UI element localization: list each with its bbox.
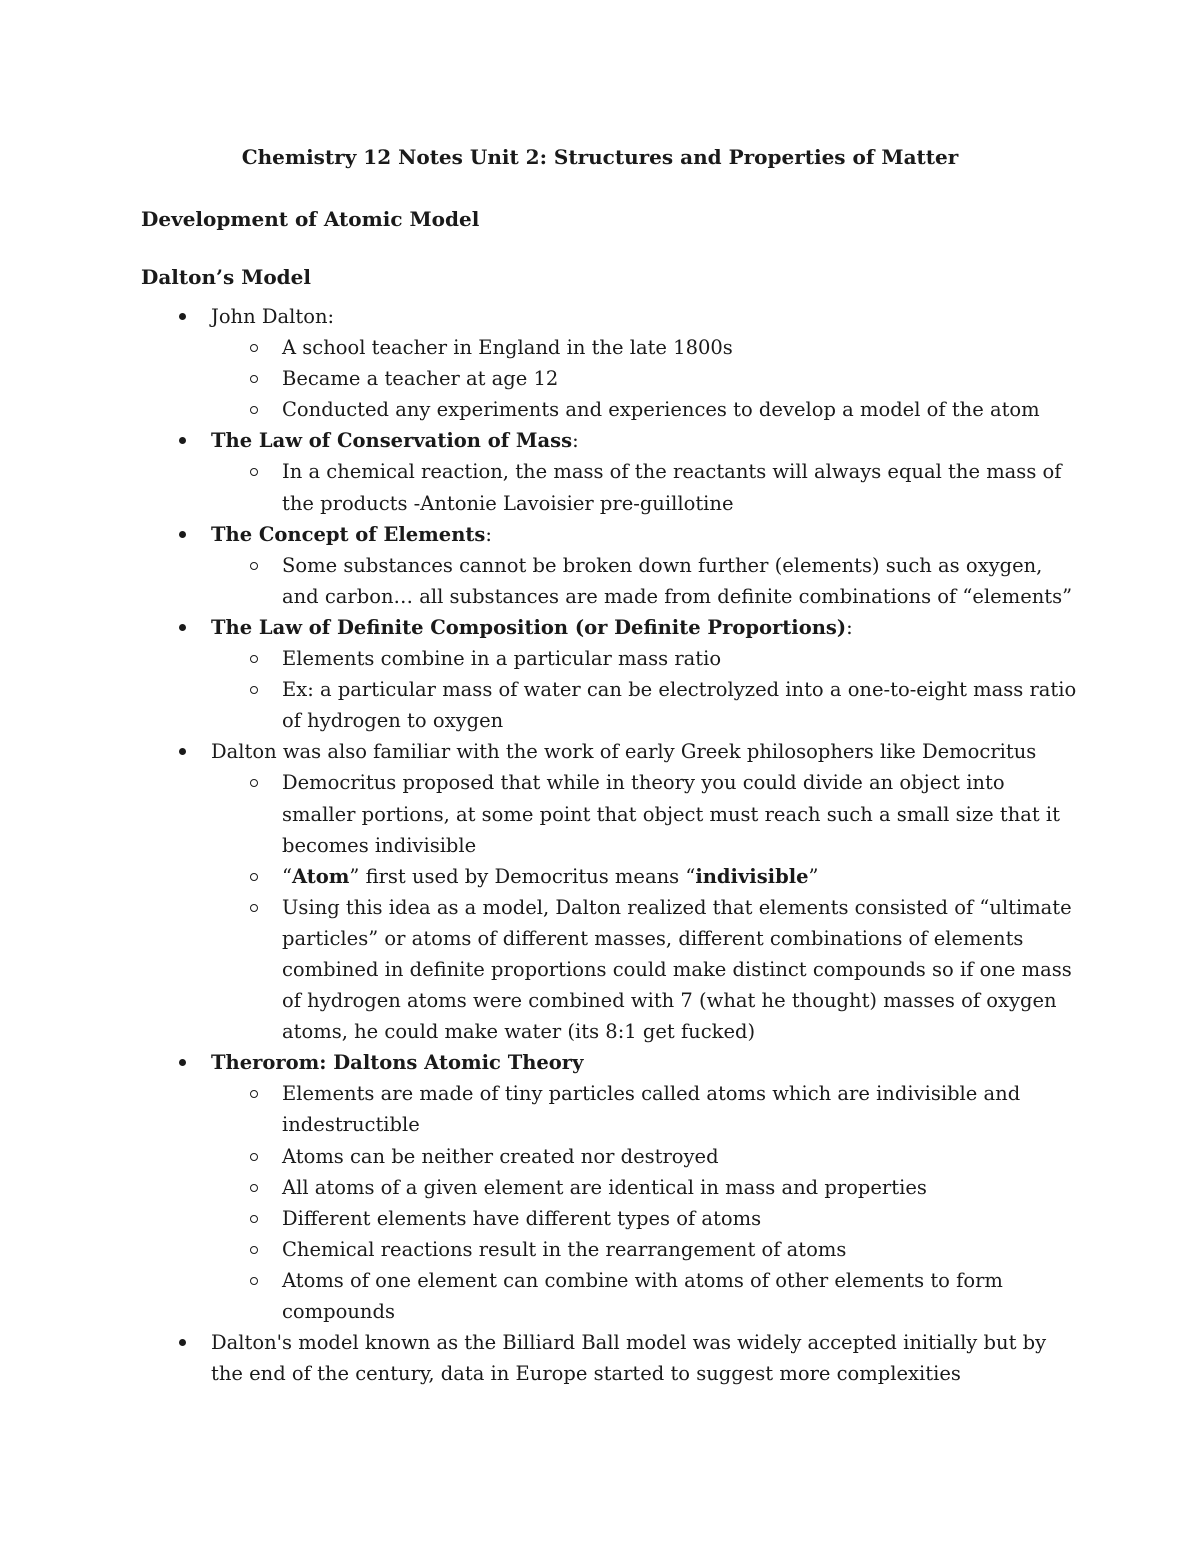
bullet-john-dalton	[0, 301, 1200, 332]
bullet-billiard-ball	[0, 1327, 1200, 1389]
page-title: Chemistry 12 Notes Unit 2: Structures and Properties of Matter	[241, 145, 959, 169]
sub-bullet: Using this idea as a model, Dalton realized that elements consisted of “ultimate particles” or atoms of different masses, different combinations of elements combined in definite proportions could make distinct compounds so if one mass of hydrogen atoms were combined with 7 (what he thought) masses of oxygen atoms, he could make water (its 8:1 get fucked)	[0, 892, 1200, 1047]
sub-bullet: Elements are made of tiny particles called atoms which are indivisible and indestructible	[0, 1078, 1200, 1140]
section-heading-development: Development of Atomic Model	[141, 207, 480, 231]
sub-bullet: All atoms of a given element are identical in mass and properties	[0, 1172, 1200, 1203]
sub-bullet: A school teacher in England in the late 1800s	[0, 332, 1200, 363]
bullet-label: Dalton's model known as the Billiard Ball model was widely accepted initially but by the end of the century, data in Europe started to suggest more complexities	[211, 1331, 1047, 1386]
sub-bullet: Some substances cannot be broken down further (elements) such as oxygen, and carbon… all substances are made from definite combinations of “elements”	[0, 550, 1200, 612]
sub-bullet: Different elements have different types of atoms	[0, 1203, 1200, 1234]
bullet-concept-of-elements: The Concept of Elements:	[0, 519, 1200, 550]
bullet-label: John Dalton:	[211, 305, 335, 328]
bullet-conservation-of-mass: The Law of Conservation of Mass:	[0, 425, 1200, 456]
sub-bullet: In a chemical reaction, the mass of the reactants will always equal the mass of the products -Antonie Lavoisier pre-guillotine	[0, 456, 1200, 518]
bullet-definite-composition: The Law of Definite Composition (or Definite Proportions):	[0, 612, 1200, 643]
bullet-label: The Concept of Elements	[211, 522, 486, 546]
sub-bullet: Elements combine in a particular mass ratio	[0, 643, 1200, 674]
term-indivisible: indivisible	[695, 864, 809, 888]
bullet-atomic-theory	[0, 1047, 1200, 1078]
term-atom: Atom	[291, 864, 350, 888]
bullet-label: The Law of Definite Composition (or Definite Proportions)	[211, 615, 847, 639]
sub-bullet: Atoms can be neither created nor destroyed	[0, 1141, 1200, 1172]
bullet-label: Dalton was also familiar with the work of early Greek philosophers like Democritus	[211, 740, 1037, 764]
sub-bullet-atom-definition: “Atom” first used by Democritus means “indivisible”	[0, 861, 1200, 892]
section-heading-daltons-model: Dalton’s Model	[141, 265, 311, 289]
sub-bullet: Chemical reactions result in the rearrangement of atoms	[0, 1234, 1200, 1265]
bullet-label: Therorom: Daltons Atomic Theory	[211, 1051, 584, 1075]
sub-bullet: Atoms of one element can combine with atoms of other elements to form compounds	[0, 1265, 1200, 1327]
sub-bullet: Democritus proposed that while in theory you could divide an object into smaller portions, at some point that object must reach such a small size that it becomes indivisible	[0, 767, 1200, 860]
sub-bullet: Became a teacher at age 12	[0, 363, 1200, 394]
sub-bullet: Ex: a particular mass of water can be electrolyzed into a one-to-eight mass ratio of hydrogen to oxygen	[0, 674, 1200, 736]
bullet-label: The Law of Conservation of Mass	[211, 429, 573, 453]
notes-list	[0, 301, 1200, 1389]
sub-bullet: Conducted any experiments and experiences to develop a model of the atom	[0, 394, 1200, 425]
bullet-greek-philosophers	[0, 736, 1200, 767]
